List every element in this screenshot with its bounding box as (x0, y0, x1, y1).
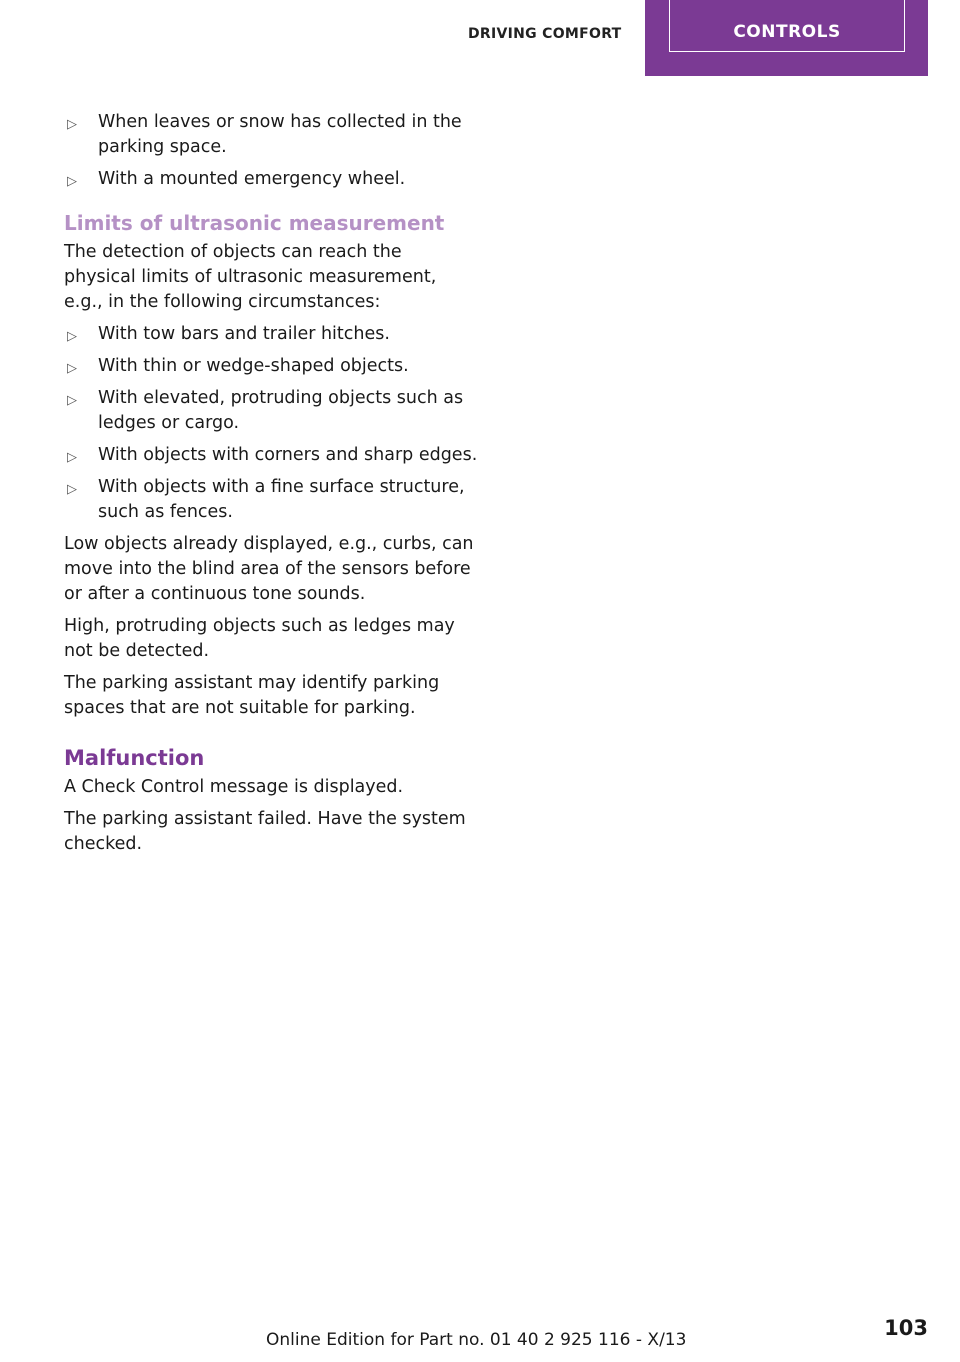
paragraph: A Check Control message is displayed. (64, 777, 404, 797)
triangle-bullet-icon: ▷ (67, 329, 77, 344)
page-number: 103 (884, 1316, 928, 1340)
limits-heading: Limits of ultrasonic measurement (64, 211, 445, 235)
bullet-list-limits (64, 322, 478, 525)
list-item-text: With objects with a fine surface structure, such as fences. (98, 477, 465, 522)
page-content (64, 110, 478, 864)
paragraph: High, protruding objects such as ledges may not be detected. (64, 616, 455, 661)
list-item (64, 167, 478, 192)
list-item-text: With objects with corners and sharp edges. (98, 445, 478, 465)
paragraph: The parking assistant may identify parking spaces that are not suitable for parking. (64, 673, 440, 718)
footer-edition: Online Edition for Part no. 01 40 2 925 116 - X/13 (266, 1330, 687, 1350)
list-item-text: With a mounted emergency wheel. (98, 169, 406, 189)
bullet-list-top (64, 110, 478, 192)
header-section-label: DRIVING COMFORT (468, 26, 622, 42)
chapter-tab-inner (669, 0, 905, 52)
triangle-bullet-icon: ▷ (67, 117, 77, 132)
limits-intro: The detection of objects can reach the physical limits of ultrasonic measurement, e.g., in the following circumstances: (64, 242, 437, 312)
list-item-text: With tow bars and trailer hitches. (98, 324, 390, 344)
paragraph: Low objects already displayed, e.g., curbs, can move into the blind area of the sensors before or after a continuous tone sounds. (64, 534, 474, 604)
chapter-tab-label: CONTROLS (733, 22, 841, 42)
list-item (64, 475, 478, 525)
list-item-text: With elevated, protruding objects such as ledges or cargo. (98, 388, 464, 433)
list-item (64, 354, 478, 379)
malfunction-heading: Malfunction (64, 746, 205, 770)
list-item (64, 443, 478, 468)
triangle-bullet-icon: ▷ (67, 361, 77, 376)
list-item-text: When leaves or snow has collected in the parking space. (98, 112, 462, 157)
list-item (64, 110, 478, 160)
triangle-bullet-icon: ▷ (67, 174, 77, 189)
triangle-bullet-icon: ▷ (67, 393, 77, 408)
list-item (64, 386, 478, 436)
chapter-tab (645, 0, 928, 76)
triangle-bullet-icon: ▷ (67, 482, 77, 497)
list-item (64, 322, 478, 347)
triangle-bullet-icon: ▷ (67, 450, 77, 465)
paragraph: The parking assistant failed. Have the system checked. (64, 809, 466, 854)
list-item-text: With thin or wedge-shaped objects. (98, 356, 409, 376)
